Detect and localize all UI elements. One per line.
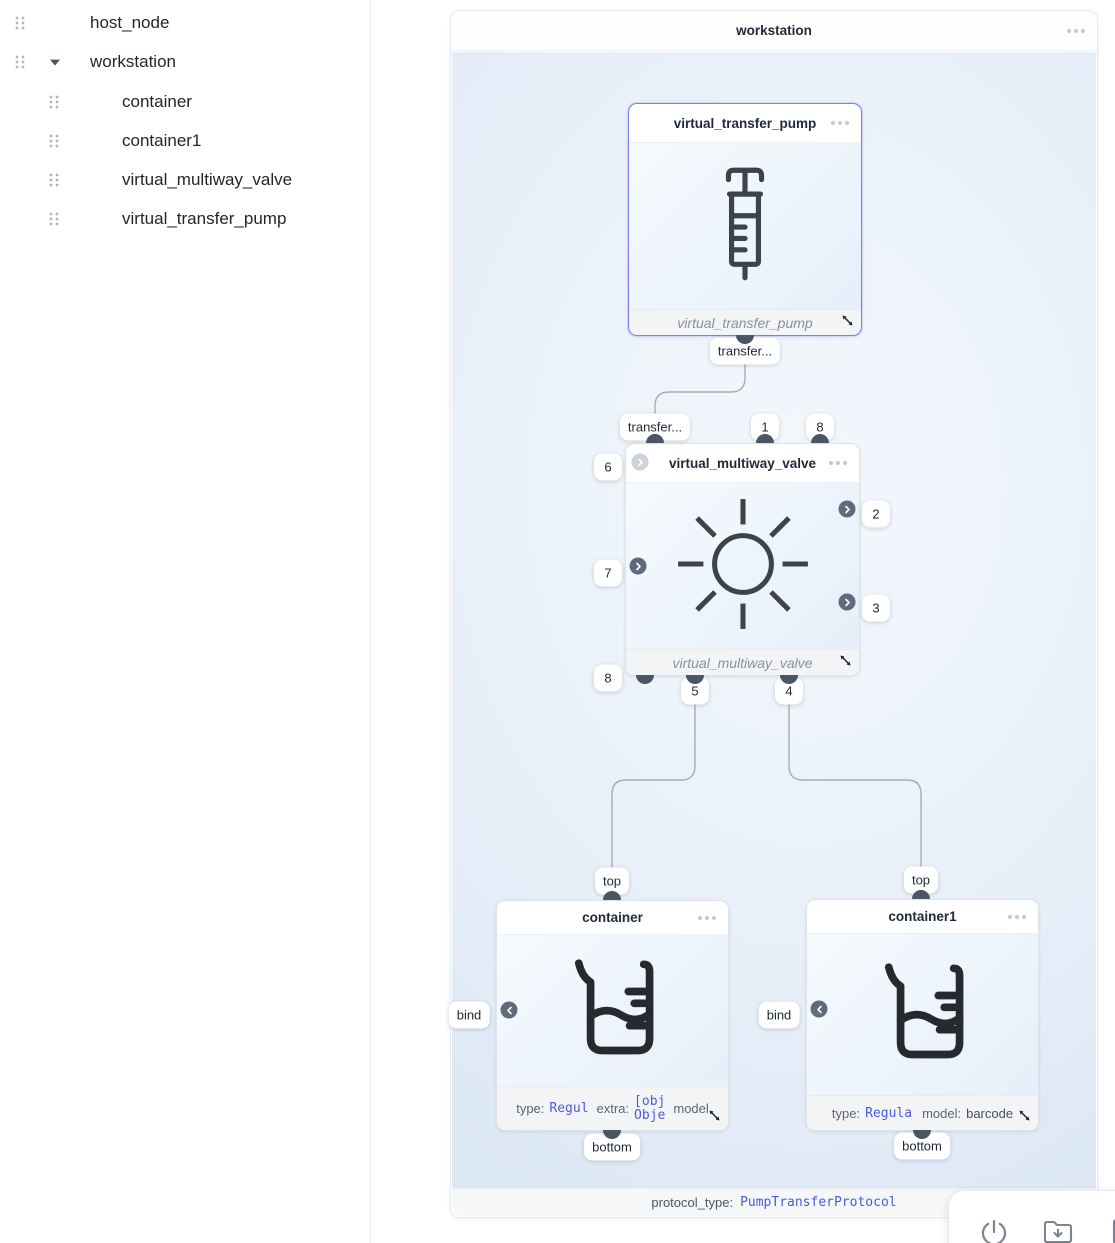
port-label-valve-1[interactable]: 1	[751, 414, 779, 441]
tree-item-label[interactable]: virtual_multiway_valve	[122, 170, 293, 189]
node-virtual-transfer-pump[interactable]	[628, 103, 862, 336]
type-value: Regul	[549, 1101, 589, 1116]
sidebar	[0, 0, 371, 1243]
port-label-valve-6[interactable]: 6	[594, 454, 622, 481]
node-container[interactable]	[496, 900, 729, 1131]
power-icon[interactable]	[977, 1215, 1011, 1243]
tree-item-label[interactable]: container	[122, 92, 192, 111]
type-field	[832, 1106, 912, 1121]
sidebar-item-host-node[interactable]	[0, 8, 370, 38]
workstation-title: workstation	[736, 23, 812, 38]
multiway-valve-icon	[672, 493, 814, 640]
node-footer	[807, 1095, 1038, 1130]
canvas-toolbar	[948, 1190, 1115, 1243]
port-label-valve-7[interactable]: 7	[594, 560, 622, 587]
port-label-valve-8-bottom[interactable]: 8	[594, 665, 622, 692]
container1-bind-port[interactable]	[811, 1001, 828, 1018]
more-menu-icon[interactable]	[831, 121, 849, 125]
drag-handle-icon[interactable]	[14, 15, 26, 31]
port-label-container1-bind[interactable]: bind	[759, 1002, 800, 1029]
port-label-valve-3[interactable]: 3	[862, 595, 890, 622]
port-label-valve-2[interactable]: 2	[862, 501, 890, 528]
node-virtual-multiway-valve[interactable]	[625, 443, 860, 676]
port-label-pump-transfer[interactable]: transfer...	[710, 338, 780, 365]
node-body	[629, 143, 861, 309]
node-title: virtual_transfer_pump	[673, 115, 817, 131]
model-field	[673, 1101, 708, 1116]
file-icon[interactable]	[1106, 1215, 1115, 1243]
syringe-icon	[714, 157, 776, 296]
extra-field	[597, 1095, 666, 1122]
resize-icon[interactable]	[841, 314, 854, 330]
extra-value-line2: Obje	[634, 1107, 666, 1123]
port-label-container1-top[interactable]: top	[904, 867, 938, 894]
more-menu-icon[interactable]	[1067, 29, 1085, 33]
chevron-down-icon[interactable]	[50, 60, 60, 66]
model-label: model	[673, 1101, 709, 1116]
port-label-container-bind[interactable]: bind	[449, 1002, 490, 1029]
port-label-valve-transfer[interactable]: transfer...	[620, 414, 690, 441]
extra-value-line1: [obj	[634, 1093, 666, 1109]
beaker-icon	[864, 953, 982, 1076]
tree-item-label[interactable]: container1	[122, 131, 202, 150]
node-header[interactable]	[626, 444, 859, 483]
node-body	[807, 934, 1038, 1095]
workstation-panel-header	[451, 11, 1097, 51]
drag-handle-icon[interactable]	[48, 172, 60, 188]
folder-download-icon[interactable]	[1041, 1215, 1075, 1243]
resize-icon[interactable]	[839, 654, 852, 670]
extra-label: extra:	[596, 1101, 630, 1116]
sidebar-item-container1[interactable]	[0, 126, 370, 156]
node-body	[497, 935, 728, 1086]
drag-handle-icon[interactable]	[48, 133, 60, 149]
more-menu-icon[interactable]	[829, 461, 847, 465]
node-title: container1	[888, 909, 957, 924]
valve-right-port-3[interactable]	[839, 594, 856, 611]
more-menu-icon[interactable]	[1008, 915, 1026, 919]
model-label: model:	[922, 1105, 962, 1121]
node-title: container	[582, 910, 643, 925]
port-label-valve-4[interactable]: 4	[775, 678, 803, 705]
drag-handle-icon[interactable]	[14, 54, 26, 70]
port-label-valve-5[interactable]: 5	[681, 678, 709, 705]
node-body	[626, 483, 859, 649]
node-footer	[626, 649, 859, 675]
container-bind-port[interactable]	[501, 1002, 518, 1019]
tree-item-label[interactable]: workstation	[90, 52, 176, 71]
type-label: type:	[831, 1105, 861, 1121]
more-menu-icon[interactable]	[698, 916, 716, 920]
valve-right-port-2[interactable]	[839, 501, 856, 518]
sidebar-item-virtual-transfer-pump[interactable]	[0, 204, 370, 234]
port-label-container-top[interactable]: top	[595, 868, 629, 895]
beaker-icon	[554, 949, 672, 1072]
tree-item-label[interactable]: virtual_transfer_pump	[122, 209, 287, 228]
node-footer	[497, 1086, 728, 1130]
node-footer-name: virtual_transfer_pump	[677, 314, 813, 331]
node-footer-name: virtual_multiway_valve	[672, 654, 813, 671]
model-field	[922, 1106, 1013, 1121]
valve-left-port-7[interactable]	[630, 558, 647, 575]
drag-handle-icon[interactable]	[48, 94, 60, 110]
drag-handle-icon[interactable]	[48, 211, 60, 227]
sidebar-item-workstation[interactable]	[0, 47, 370, 77]
protocol-type-label: protocol_type:	[651, 1195, 734, 1210]
resize-icon[interactable]	[1018, 1109, 1031, 1125]
valve-header-port-icon[interactable]	[632, 454, 649, 471]
node-header[interactable]	[807, 900, 1038, 934]
port-label-container1-bottom[interactable]: bottom	[894, 1133, 950, 1160]
model-value: barcode	[966, 1105, 1014, 1121]
node-footer	[629, 309, 861, 335]
type-label: type:	[516, 1101, 545, 1116]
protocol-type-value: PumpTransferProtocol	[740, 1195, 897, 1210]
tree-item-label[interactable]: host_node	[90, 13, 170, 32]
port-label-valve-8-top[interactable]: 8	[806, 414, 834, 441]
type-value: Regula	[865, 1105, 913, 1121]
node-container1[interactable]	[806, 899, 1039, 1131]
resize-icon[interactable]	[708, 1109, 721, 1125]
port-label-container-bottom[interactable]: bottom	[584, 1134, 640, 1161]
node-title: virtual_multiway_valve	[668, 455, 817, 471]
node-header[interactable]	[497, 901, 728, 935]
node-header[interactable]	[629, 104, 861, 143]
type-field	[516, 1101, 588, 1116]
sidebar-item-virtual-multiway-valve[interactable]	[0, 165, 370, 195]
sidebar-item-container[interactable]	[0, 87, 370, 117]
